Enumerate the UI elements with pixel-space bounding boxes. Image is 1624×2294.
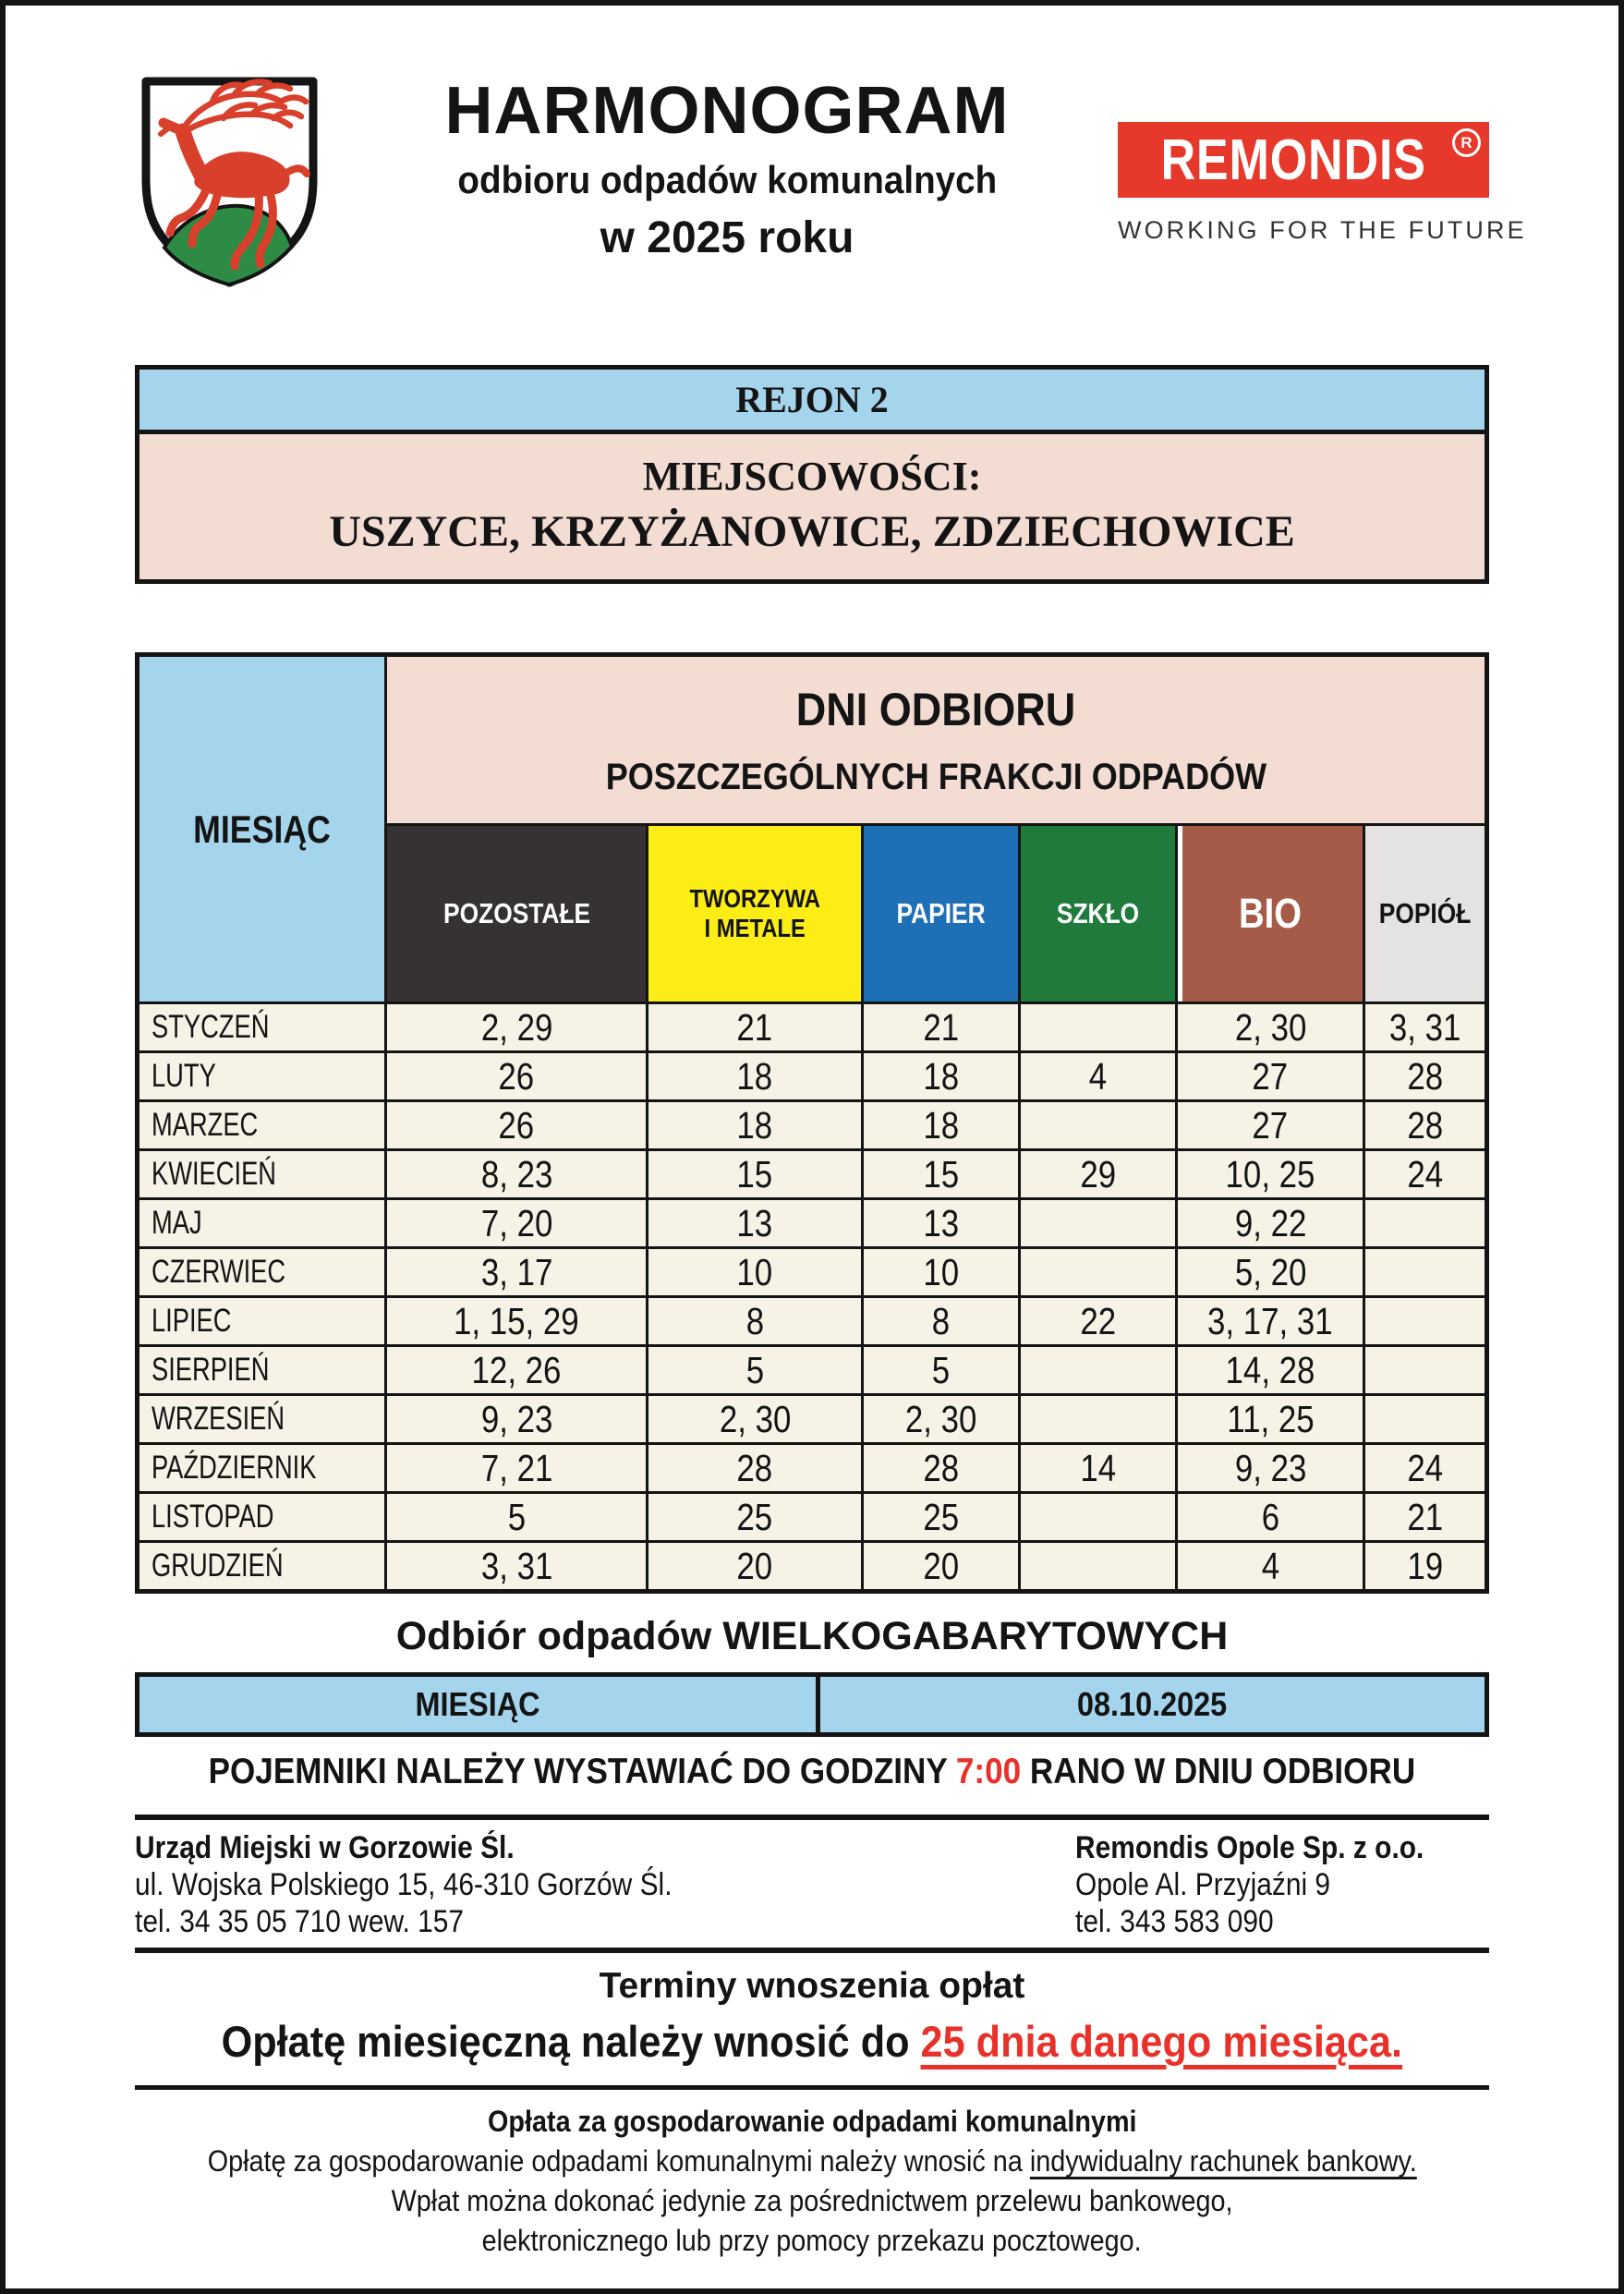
registered-trademark-icon: R bbox=[1452, 128, 1481, 157]
month-column-header: MIESIĄC bbox=[139, 657, 384, 1001]
day-cell: 8, 23 bbox=[387, 1151, 646, 1197]
days-header-line2: POSZCZEGÓLNYCH FRAKCJI ODPADÓW bbox=[605, 756, 1266, 797]
day-cell: 10 bbox=[864, 1249, 1018, 1295]
day-cell bbox=[1365, 1396, 1485, 1442]
remondis-wordmark: REMONDIS bbox=[1160, 127, 1426, 192]
gorzow-crest-icon bbox=[135, 70, 324, 292]
day-cell bbox=[1021, 1347, 1175, 1393]
localities-label: MIEJSCOWOŚCI: bbox=[642, 454, 982, 499]
month-cell: MAJ bbox=[139, 1200, 384, 1246]
brand-tagline: WORKING FOR THE FUTURE bbox=[1118, 216, 1527, 244]
day-cell: 8 bbox=[648, 1298, 861, 1344]
fraction-header-tworzywa-i-metale: TWORZYWA I METALE bbox=[648, 826, 861, 1001]
day-cell: 18 bbox=[864, 1102, 1018, 1148]
day-cell: 11, 25 bbox=[1178, 1396, 1362, 1442]
contact-name: Remondis Opole Sp. z o.o. bbox=[1075, 1830, 1424, 1866]
fraction-header-pozosta-e: POZOSTAŁE bbox=[387, 826, 646, 1001]
day-cell: 28 bbox=[1365, 1102, 1485, 1148]
day-cell: 2, 30 bbox=[1178, 1004, 1362, 1050]
day-cell: 24 bbox=[1365, 1151, 1485, 1197]
day-cell: 9, 23 bbox=[387, 1396, 646, 1442]
day-cell: 15 bbox=[864, 1151, 1018, 1197]
fraction-header-popi-: POPIÓŁ bbox=[1365, 826, 1485, 1001]
day-cell: 9, 23 bbox=[1178, 1445, 1362, 1491]
day-cell: 8 bbox=[864, 1298, 1018, 1344]
payment-line-1: Opłatę za gospodarowanie odpadami komunalnymi należy wnosić na indywidualny rachunek bankowy. bbox=[207, 2144, 1417, 2179]
month-cell: SIERPIEŃ bbox=[139, 1347, 384, 1393]
setout-notice bbox=[135, 1752, 1489, 1792]
day-cell: 13 bbox=[864, 1200, 1018, 1246]
fraction-header-bio: BIO bbox=[1178, 826, 1362, 1001]
day-cell: 28 bbox=[1365, 1053, 1485, 1099]
localities-box bbox=[139, 434, 1485, 579]
day-cell bbox=[1021, 1396, 1175, 1442]
day-cell: 18 bbox=[864, 1053, 1018, 1099]
month-cell: WRZESIEŃ bbox=[139, 1396, 384, 1442]
notice-time: 7:00 bbox=[956, 1752, 1022, 1792]
payment-heading: Opłata za gospodarowanie odpadami komunalnymi bbox=[487, 2105, 1137, 2139]
day-cell: 18 bbox=[648, 1102, 861, 1148]
header bbox=[135, 70, 1527, 297]
day-cell: 2, 30 bbox=[648, 1396, 861, 1442]
contact-city-office bbox=[135, 1829, 1075, 1940]
year-line: w 2025 roku bbox=[600, 213, 854, 262]
day-cell: 27 bbox=[1178, 1053, 1362, 1099]
day-cell: 26 bbox=[387, 1102, 646, 1148]
day-cell: 5 bbox=[864, 1347, 1018, 1393]
contact-remondis bbox=[1075, 1829, 1489, 1940]
day-cell: 7, 20 bbox=[387, 1200, 646, 1246]
day-cell: 5, 20 bbox=[1178, 1249, 1362, 1295]
payment-line-2: Wpłat można dokonać jedynie za pośrednictwem przelewu bankowego, bbox=[391, 2184, 1233, 2218]
month-cell: MARZEC bbox=[139, 1102, 384, 1148]
payment-line-3: elektronicznego lub przy pomocy przekazu pocztowego. bbox=[482, 2224, 1142, 2258]
day-cell: 1, 15, 29 bbox=[387, 1298, 646, 1344]
day-cell bbox=[1021, 1004, 1175, 1050]
payment-underlined: indywidualny rachunek bankowy. bbox=[1029, 2144, 1417, 2179]
month-cell: LISTOPAD bbox=[139, 1494, 384, 1540]
day-cell: 10 bbox=[648, 1249, 861, 1295]
divider bbox=[135, 2085, 1489, 2090]
month-cell: STYCZEŃ bbox=[139, 1004, 384, 1050]
day-cell: 5 bbox=[387, 1494, 646, 1540]
day-cell: 28 bbox=[864, 1445, 1018, 1491]
fraction-header-papier: PAPIER bbox=[864, 826, 1018, 1001]
days-header bbox=[387, 657, 1485, 823]
divider bbox=[135, 1815, 1489, 1820]
day-cell: 3, 31 bbox=[387, 1543, 646, 1589]
remondis-wordmark-box bbox=[1118, 122, 1489, 198]
region-banner bbox=[135, 365, 1489, 584]
notice-prefix: POJEMNIKI NALEŻY WYSTAWIAĆ DO GODZINY bbox=[208, 1752, 957, 1792]
day-cell: 6 bbox=[1178, 1494, 1362, 1540]
day-cell: 21 bbox=[648, 1004, 861, 1050]
month-cell: GRUDZIEŃ bbox=[139, 1543, 384, 1589]
day-cell bbox=[1021, 1200, 1175, 1246]
contact-address: Opole Al. Przyjaźni 9 bbox=[1075, 1867, 1331, 1903]
days-header-line1: DNI ODBIORU bbox=[795, 683, 1076, 735]
day-cell: 20 bbox=[648, 1543, 861, 1589]
bulky-month-label: MIESIĄC bbox=[139, 1677, 820, 1732]
day-cell: 12, 26 bbox=[387, 1347, 646, 1393]
day-cell: 2, 29 bbox=[387, 1004, 646, 1050]
day-cell bbox=[1021, 1543, 1175, 1589]
fees-heading: Terminy wnoszenia opłat bbox=[599, 1966, 1025, 2007]
localities-list: USZYCE, KRZYŻANOWICE, ZDZIECHOWICE bbox=[329, 507, 1295, 557]
day-cell: 25 bbox=[648, 1494, 861, 1540]
month-cell: LIPIEC bbox=[139, 1298, 384, 1344]
contacts bbox=[135, 1829, 1489, 1940]
day-cell: 13 bbox=[648, 1200, 861, 1246]
day-cell: 29 bbox=[1021, 1151, 1175, 1197]
month-cell: LUTY bbox=[139, 1053, 384, 1099]
divider bbox=[135, 1948, 1489, 1953]
day-cell: 20 bbox=[864, 1543, 1018, 1589]
day-cell: 27 bbox=[1178, 1102, 1362, 1148]
bulky-waste-table bbox=[135, 1672, 1489, 1737]
day-cell: 19 bbox=[1365, 1543, 1485, 1589]
day-cell: 4 bbox=[1021, 1053, 1175, 1099]
day-cell bbox=[1365, 1298, 1485, 1344]
day-cell: 22 bbox=[1021, 1298, 1175, 1344]
day-cell bbox=[1365, 1249, 1485, 1295]
bulky-waste-heading: Odbiór odpadów WIELKOGABARYTOWYCH bbox=[395, 1614, 1229, 1659]
schedule-table bbox=[135, 652, 1489, 1594]
fees-highlight: 25 dnia danego miesiąca. bbox=[920, 2017, 1403, 2067]
day-cell: 21 bbox=[1365, 1494, 1485, 1540]
contact-phone: tel. 343 583 090 bbox=[1075, 1904, 1274, 1940]
month-cell: KWIECIEŃ bbox=[139, 1151, 384, 1197]
day-cell: 9, 22 bbox=[1178, 1200, 1362, 1246]
day-cell: 10, 25 bbox=[1178, 1151, 1362, 1197]
page-subtitle: odbioru odpadów komunalnych bbox=[457, 158, 997, 201]
bulky-date: 08.10.2025 bbox=[820, 1677, 1485, 1732]
day-cell bbox=[1365, 1200, 1485, 1246]
region-title: REJON 2 bbox=[139, 370, 1485, 434]
page-title: HARMONOGRAM bbox=[444, 74, 1010, 148]
title-block bbox=[336, 70, 1118, 261]
day-cell: 5 bbox=[648, 1347, 861, 1393]
notice-suffix: RANO W DNIU ODBIORU bbox=[1021, 1752, 1416, 1792]
remondis-logo bbox=[1118, 70, 1527, 245]
contact-address: ul. Wojska Polskiego 15, 46-310 Gorzów Śl. bbox=[135, 1867, 673, 1903]
day-cell: 3, 31 bbox=[1365, 1004, 1485, 1050]
day-cell: 4 bbox=[1178, 1543, 1362, 1589]
contact-name: Urząd Miejski w Gorzowie Śl. bbox=[135, 1830, 515, 1866]
day-cell: 14 bbox=[1021, 1445, 1175, 1491]
coat-of-arms-icon bbox=[135, 70, 336, 297]
day-cell: 28 bbox=[648, 1445, 861, 1491]
day-cell: 26 bbox=[387, 1053, 646, 1099]
day-cell: 18 bbox=[648, 1053, 861, 1099]
fees-line-prefix: Opłatę miesięczną należy wnosić do bbox=[221, 2017, 921, 2067]
fees-line bbox=[135, 2016, 1489, 2067]
day-cell bbox=[1021, 1102, 1175, 1148]
day-cell: 2, 30 bbox=[864, 1396, 1018, 1442]
day-cell: 24 bbox=[1365, 1445, 1485, 1491]
month-cell: CZERWIEC bbox=[139, 1249, 384, 1295]
day-cell bbox=[1365, 1347, 1485, 1393]
day-cell: 3, 17, 31 bbox=[1178, 1298, 1362, 1344]
fraction-header-szk-o: SZKŁO bbox=[1021, 826, 1175, 1001]
month-cell: PAŹDZIERNIK bbox=[139, 1445, 384, 1491]
day-cell bbox=[1021, 1494, 1175, 1540]
day-cell: 15 bbox=[648, 1151, 861, 1197]
day-cell: 25 bbox=[864, 1494, 1018, 1540]
day-cell: 14, 28 bbox=[1178, 1347, 1362, 1393]
day-cell: 21 bbox=[864, 1004, 1018, 1050]
contact-phone: tel. 34 35 05 710 wew. 157 bbox=[135, 1904, 464, 1940]
day-cell: 7, 21 bbox=[387, 1445, 646, 1491]
day-cell bbox=[1021, 1249, 1175, 1295]
day-cell: 3, 17 bbox=[387, 1249, 646, 1295]
